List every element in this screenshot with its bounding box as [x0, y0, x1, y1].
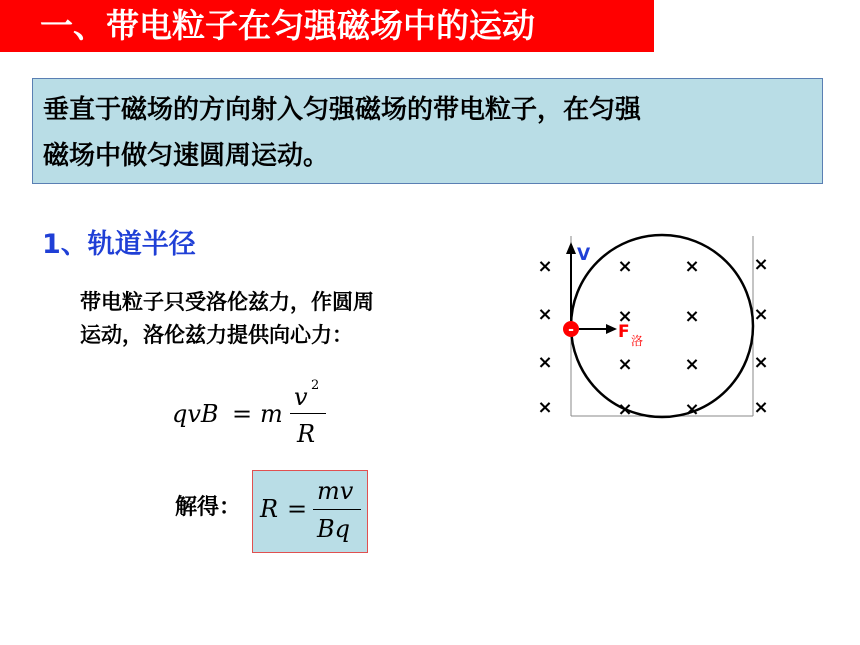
field-cross: × — [537, 397, 553, 418]
result-denominator: Bq — [317, 515, 350, 543]
field-cross: × — [753, 254, 769, 275]
field-boundary — [571, 236, 753, 416]
field-cross: × — [617, 256, 633, 277]
field-cross: × — [617, 306, 633, 327]
field-cross: × — [537, 352, 553, 373]
field-cross: × — [753, 304, 769, 325]
eq1-fraction-bar — [290, 413, 326, 414]
force-line-1: 带电粒子只受洛伦兹力，作圆周 — [80, 290, 374, 314]
section-heading: 1、轨道半径 — [42, 229, 196, 260]
result-fraction-bar — [313, 509, 361, 510]
result-formula-box — [252, 470, 368, 553]
result-lhs: R — [260, 495, 279, 523]
field-cross: × — [753, 352, 769, 373]
definition-box — [32, 78, 823, 184]
field-cross: × — [617, 399, 633, 420]
eq1-lhs: qvB — [172, 400, 219, 428]
circular-orbit — [571, 235, 753, 417]
solution-label: 解得： — [175, 495, 242, 520]
eq1-equals: = — [232, 400, 253, 428]
definition-line-1: 垂直于磁场的方向射入匀强磁场的带电粒子，在匀强 — [43, 95, 642, 125]
field-cross: × — [684, 399, 700, 420]
magnetic-field-diagram — [525, 230, 775, 430]
result-numerator: mv — [317, 477, 354, 505]
field-cross: × — [753, 397, 769, 418]
eq1-mass: m — [260, 400, 283, 428]
eq1-numerator: v — [294, 383, 308, 411]
force-explanation — [80, 286, 500, 352]
velocity-label: V — [577, 245, 591, 265]
eq1-denominator: R — [297, 420, 316, 448]
result-equals: = — [287, 495, 308, 523]
field-cross: × — [537, 256, 553, 277]
charge-sign: - — [568, 322, 574, 338]
force-subscript: 洛 — [631, 334, 644, 348]
force-label: F — [618, 322, 630, 342]
definition-line-2: 磁场中做匀速圆周运动。 — [43, 141, 330, 171]
velocity-arrow — [566, 242, 576, 322]
field-cross: × — [684, 256, 700, 277]
field-cross: × — [684, 306, 700, 327]
force-line-2: 运动，洛伦兹力提供向心力： — [80, 323, 353, 347]
eq1-exponent: 2 — [311, 378, 320, 393]
page-title: 一、带电粒子在匀强磁场中的运动 — [0, 0, 654, 52]
field-cross: × — [537, 304, 553, 325]
force-arrow — [579, 324, 617, 334]
field-cross: × — [684, 354, 700, 375]
field-cross: × — [617, 354, 633, 375]
